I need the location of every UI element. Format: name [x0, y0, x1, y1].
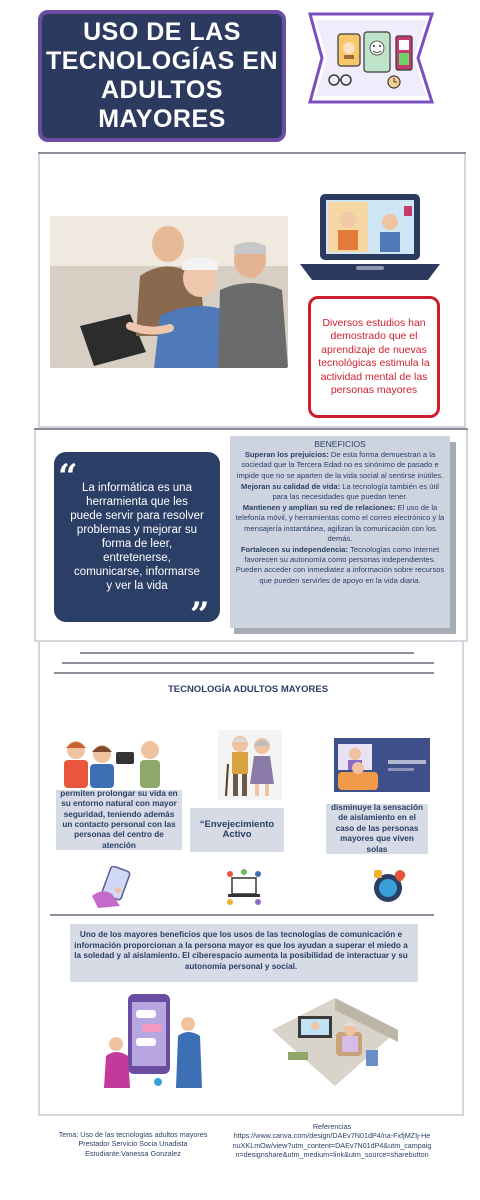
references-link[interactable]: https://www.canva.com/design/DAEv7N01dP4/na-FxfjMZIj-HenuXKLmOw/view?utm_content=DAEv7N01dP4&utm_campaign=designshare&utm_medium=link&utm_source=sharebutton [232, 1131, 432, 1160]
page-title: USO DE LAS TECNOLOGÍAS EN ADULTOS MAYORES [45, 18, 278, 133]
divider-line [62, 662, 434, 664]
seniors-at-computer-photo [50, 216, 288, 368]
benefit-item: Fortalecen su independencia: Tecnologías como Internet favorecen su autonomía como personas independientes. Pueden acceder con inmediatez a información sobre recursos que pueden servirles de apoyo en la vida diaria. [235, 545, 445, 585]
footer-credits: Tema: Uso de las tecnologias adultos mayores Prestador Servicio Socia Unadista Estudiante:Vanessa Gonzalez [58, 1130, 208, 1158]
divider-line [50, 914, 434, 916]
section3-title: TECNOLOGÍA ADULTOS MAYORES [167, 684, 329, 695]
study-text: Diversos estudios han demostrado que el aprendizaje de nuevas tecnológicas estimula la actividad mental de las personas mayores [318, 316, 430, 396]
header-banner-illustration [306, 10, 436, 106]
info-paragraph: Uno de los mayores beneficios que los usos de las tecnologías de comunicación e información proporcionan a la persona mayor es que los ayudan a superar el miedo a la soledad y al aislamiento. El ciberespacio aumenta la posibilidad de interactuar y su autonomía personal y social. [74, 930, 408, 971]
info-box-center: “Envejecimiento Activo [190, 808, 284, 852]
video-call-seniors-illustration [334, 738, 430, 792]
senior-video-call-room-illustration [270, 996, 400, 1088]
divider-line [54, 672, 434, 674]
divider-line [80, 652, 414, 654]
laptop-video-call-illustration [298, 192, 442, 284]
family-photo-illustration [56, 734, 166, 790]
benefit-item: Superan los prejuicios: De esta forma demuestran a la sociedad que la Tercera Edad no es sinónimo de pasado e impide que no se aparten de la vida social al sentirse inútiles. [236, 450, 444, 480]
elderly-couple-illustration [218, 730, 282, 800]
tablet-touch-icon [88, 866, 134, 910]
social-media-icon [370, 866, 410, 906]
quote-open-mark: “ [58, 457, 78, 497]
quote-text: La informática es una herramienta que les puede servir para resolver problemas y mejorar su forma de leer, entretenerse, comunicarse, informarse y ver la vida [70, 482, 204, 592]
footer-references [232, 1122, 432, 1160]
info-box-right: disminuye la sensación de aislamiento en el caso de las personas mayores que viven solas [326, 804, 428, 854]
quote-close-mark: ” [190, 595, 210, 635]
info-box-left: permiten prolongar su vida en su entorno natural con mayor seguridad, teniendo además un contacto personal con las personas del centro de atención [56, 790, 182, 850]
seniors-with-phone-illustration [102, 990, 206, 1090]
devices-network-icon [224, 868, 264, 906]
title-box [38, 10, 286, 142]
references-title: Referencias [312, 1122, 352, 1131]
benefit-item: Mejoran su calidad de vida: La tecnología también es útil para las necesidades que puedan tener. [241, 481, 439, 502]
benefits-title: BENEFICIOS [314, 439, 366, 449]
benefits-panel [230, 436, 450, 628]
study-callout [308, 296, 440, 418]
benefit-item: Mantienen y amplían su red de relaciones: El uso de la telefonía móvil, y herramientas como el correo electrónico y la mensajería instantánea, agilizan la comunicación con los demás. [235, 503, 445, 543]
